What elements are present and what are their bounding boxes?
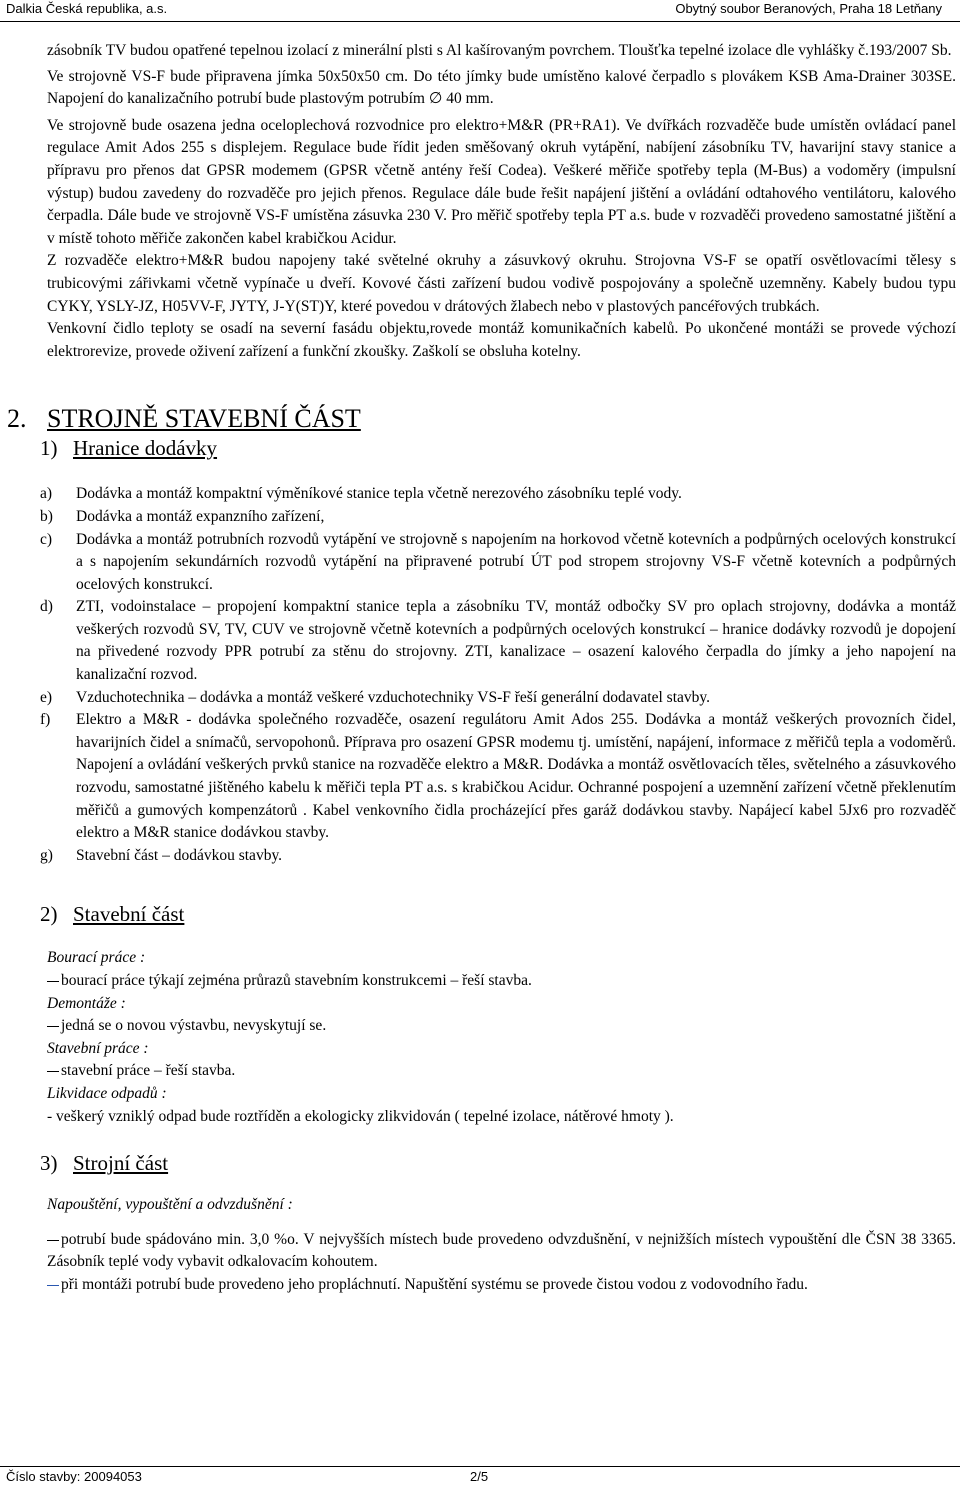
dash-mark [47,1026,59,1027]
demolition-text [47,970,956,993]
list-item [40,687,956,710]
header-project: Obytný soubor Beranových, Praha 18 Letňany [675,1,942,16]
paragraph-circuits: Z rozvaděče elektro+M&R budou napojeny také světelné okruhy a zásuvkový okruhu. Strojovna VS-F se opatří osvětlovacími tělesy s trubicovými zářivkami včetně vypínače u dveří. Kovové části zařízení budou vodivě pospojovány a společně uzemněny. Kabely budou typu CYKY, YSLY-JZ, H05VV-F, JYTY, J-Y(ST)Y, které povedou v drátových žlabech nebo v plastových pancéřových trubkách. [47,252,956,315]
filling-text-1 [47,1229,956,1274]
demolition-label: Bourací práce : [47,949,146,967]
paragraph-sump: Ve strojovně VS-F bude připravena jímka 50x50x50 cm. Do této jímky bude umístěno kalové čerpadlo s plovákem KSB Ama-Drainer 303SE. Napojení do kanalizačního potrubí bude plastovým potrubím ∅ 40 mm. [47,67,956,108]
section-title: STROJNĚ STAVEBNÍ ČÁST [47,404,361,434]
list-item [40,529,956,597]
list-item [40,483,956,506]
dash-mark [47,1071,59,1072]
section-heading [7,403,956,435]
dismantling-label: Demontáže : [47,994,126,1012]
filling-text-2 [47,1274,956,1297]
list-text: Dodávka a montáž expanzního zařízení, [76,507,325,525]
filling-text-2-content: při montáži potrubí bude provedeno jeho propláchnutí. Napuštění systému se provede čistou vodou z vodovodního řadu. [61,1275,808,1293]
list-text: Dodávka a montáž kompaktní výměníkové stanice tepla včetně nerezového zásobníku teplé vody. [76,485,682,503]
section-number: 2. [7,404,27,434]
construction-text [47,1060,956,1083]
subsection-title: Strojní část [73,1151,169,1176]
paragraph-sensor: Venkovní čidlo teploty se osadí na severní fasádu objektu,rovede montáž komunikačních kabelů. Po ukončené montáži se provede výchozí elektrorevize, provede oživení zařízení a funkční zkoušky. Zaškolí se obsluha kotelny. [47,320,956,360]
list-text: Vzduchotechnika – dodávka a montáž veškeré vzduchotechniky VS-F řeší generální dodavatel stavby. [76,688,711,706]
dismantling-text [47,1015,956,1038]
dash-mark [47,981,59,982]
filling-text-1-content: potrubí bude spádováno min. 3,0 %o. V nejvyšších místech bude provedeno odvzdušnění, v nejnižších místech vypouštění dle ČSN 38 3365. Zásobník teplé vody vybavit odkalovacím kohoutem. [47,1230,956,1271]
subsection-number: 1) [40,436,58,461]
subsection-heading-1 [40,435,956,461]
footer-divider [0,1466,960,1467]
list-text: Elektro a M&R - dodávka společného rozvaděče, osazení regulátoru Amit Ados 255. Dodávka a montáž veškerých provozních čidel, havarijních čidel a snímačů, servopohonů. Příprava pro osazení GPSR modemu tj. umístění, napájení, informace z měřičů tepla a vodoměrů. Napojení a ovládání veškerých prvků stanice na rozvaděče elektro a M&R. Dodávka a montáž osvětlovacích těles, světelného a zásuvkového rozvodu, samostatné jištěného kabelu k měřiči tepla PT a.s. s krabičkou Acidur. Ochranné pospojení a uzemnění zařízení včetně překlenutím měřičů a gumových kompenzátorů . Kabel venkovního čidla procházející přes garáž dodávkou stavby. Napájecí kabel 5Jx6 pro rozvaděč elektro a M&R stanice dodávkou stavby. [76,711,956,842]
document-body [7,40,956,1297]
page-footer [6,1469,960,1484]
header-company: Dalkia Česká republika, a.s. [6,1,168,16]
dash-mark [47,1240,59,1241]
construction-text-content: stavební práce – řeší stavba. [61,1062,236,1080]
list-marker: d) [40,598,53,616]
list-item [40,506,956,529]
list-text: Dodávka a montáž potrubních rozvodů vytápění ve strojovně s napojením na horkovod včetně kotevních a podpůrných ocelových konstrukcí a s napojením sekundárních rozvodů vytápění na připravené potrubí ÚT pod stropem strojovny VS-F včetně kotevních a podpůrných ocelových konstrukcí. [76,530,956,593]
list-marker: g) [40,846,53,864]
list-marker: c) [40,530,53,548]
filling-label: Napouštění, vypouštění a odvzdušnění : [47,1196,293,1214]
dash-mark [47,1285,59,1286]
list-text: ZTI, vodoinstalace – propojení kompaktní stanice tepla a zásobníku TV, montáž odbočky SV pro oplach strojovny, dodávka a montáž veškerých rozvodů SV, TV, CUV ve strojovně včetně kotevních a podpůrných ocelových konstrukcí – hranice dodávky rozvodů je dopojení na přivedené rozvody PPR potrubí za stěnu do strojovny. ZTI, kanalizace – osazení kalového čerpadla do jímky a jeho napojení na kanalizační rozvod. [76,598,956,684]
list-item [40,709,956,845]
construction-label: Stavební práce : [47,1039,149,1057]
waste-label: Likvidace odpadů : [47,1084,167,1102]
footer-page-number: 2/5 [470,1469,489,1484]
subsection-number: 3) [40,1151,58,1176]
subsection-title: Hranice dodávky [73,436,218,461]
subsection-number: 2) [40,902,58,927]
page-header [0,0,960,20]
list-marker: e) [40,688,53,706]
dismantling-text-content: jedná se o novou výstavbu, nevyskytují se. [61,1017,327,1035]
subsection-title: Stavební část [73,902,185,927]
list-text: Stavební část – dodávkou stavby. [76,846,283,864]
scope-list [40,483,956,867]
paragraph-insulation: zásobník TV budou opatřené tepelnou izolací z minerální plsti s Al kašírovaným povrchem. Tloušťka tepelné izolace dle vyhlášky č.193/2007 Sb. [47,42,952,59]
list-marker: f) [40,711,51,729]
list-item [40,845,956,868]
list-item [40,596,956,686]
list-marker: b) [40,507,53,525]
footer-build-number: Číslo stavby: 20094053 [6,1469,142,1484]
waste-text: - veškerý vzniklý odpad bude roztříděn a ekologicky zlikvidován ( tepelné izolace, nátěrové hmoty ). [47,1107,674,1125]
header-divider [0,21,960,22]
subsection-heading-3 [40,1150,956,1176]
demolition-text-content: bourací práce týkají zejména průrazů stavebním konstrukcemi – řeší stavba. [61,972,532,989]
subsection-heading-2 [40,901,956,927]
list-marker: a) [40,485,53,503]
paragraph-switchboard: Ve strojovně bude osazena jedna oceloplechová rozvodnice pro elektro+M&R (PR+RA1). Ve dvířkách rozvaděče bude umístěn ovládací panel regulace Amit Ados 255 s displejem. Regulace bude řídit jeden směšovaný okruh vytápění, nabíjení zásobníku TV, havarijní stavy stanice a přípravu pro přenos dat GPSR modemem (GPSR včetně antény řeší Codea). Veškeré měřiče spotřeby tepla (M-Bus) a vodoměry (impulsní výstup) budou zavedeny do rozvaděče pro jejich přenos. Regulace dále bude řešit napájení jištění a ovládání odtahového ventilátoru, kalového čerpadla. Dále bude ve strojovně VS-F umístěna zásuvka 230 V. Pro měřič spotřeby tepla PT a.s. bude v rozvaděči provedeno samostatné jištění a v místě tohoto měřiče zakončen kabel krabičkou Acidur. [47,116,956,247]
